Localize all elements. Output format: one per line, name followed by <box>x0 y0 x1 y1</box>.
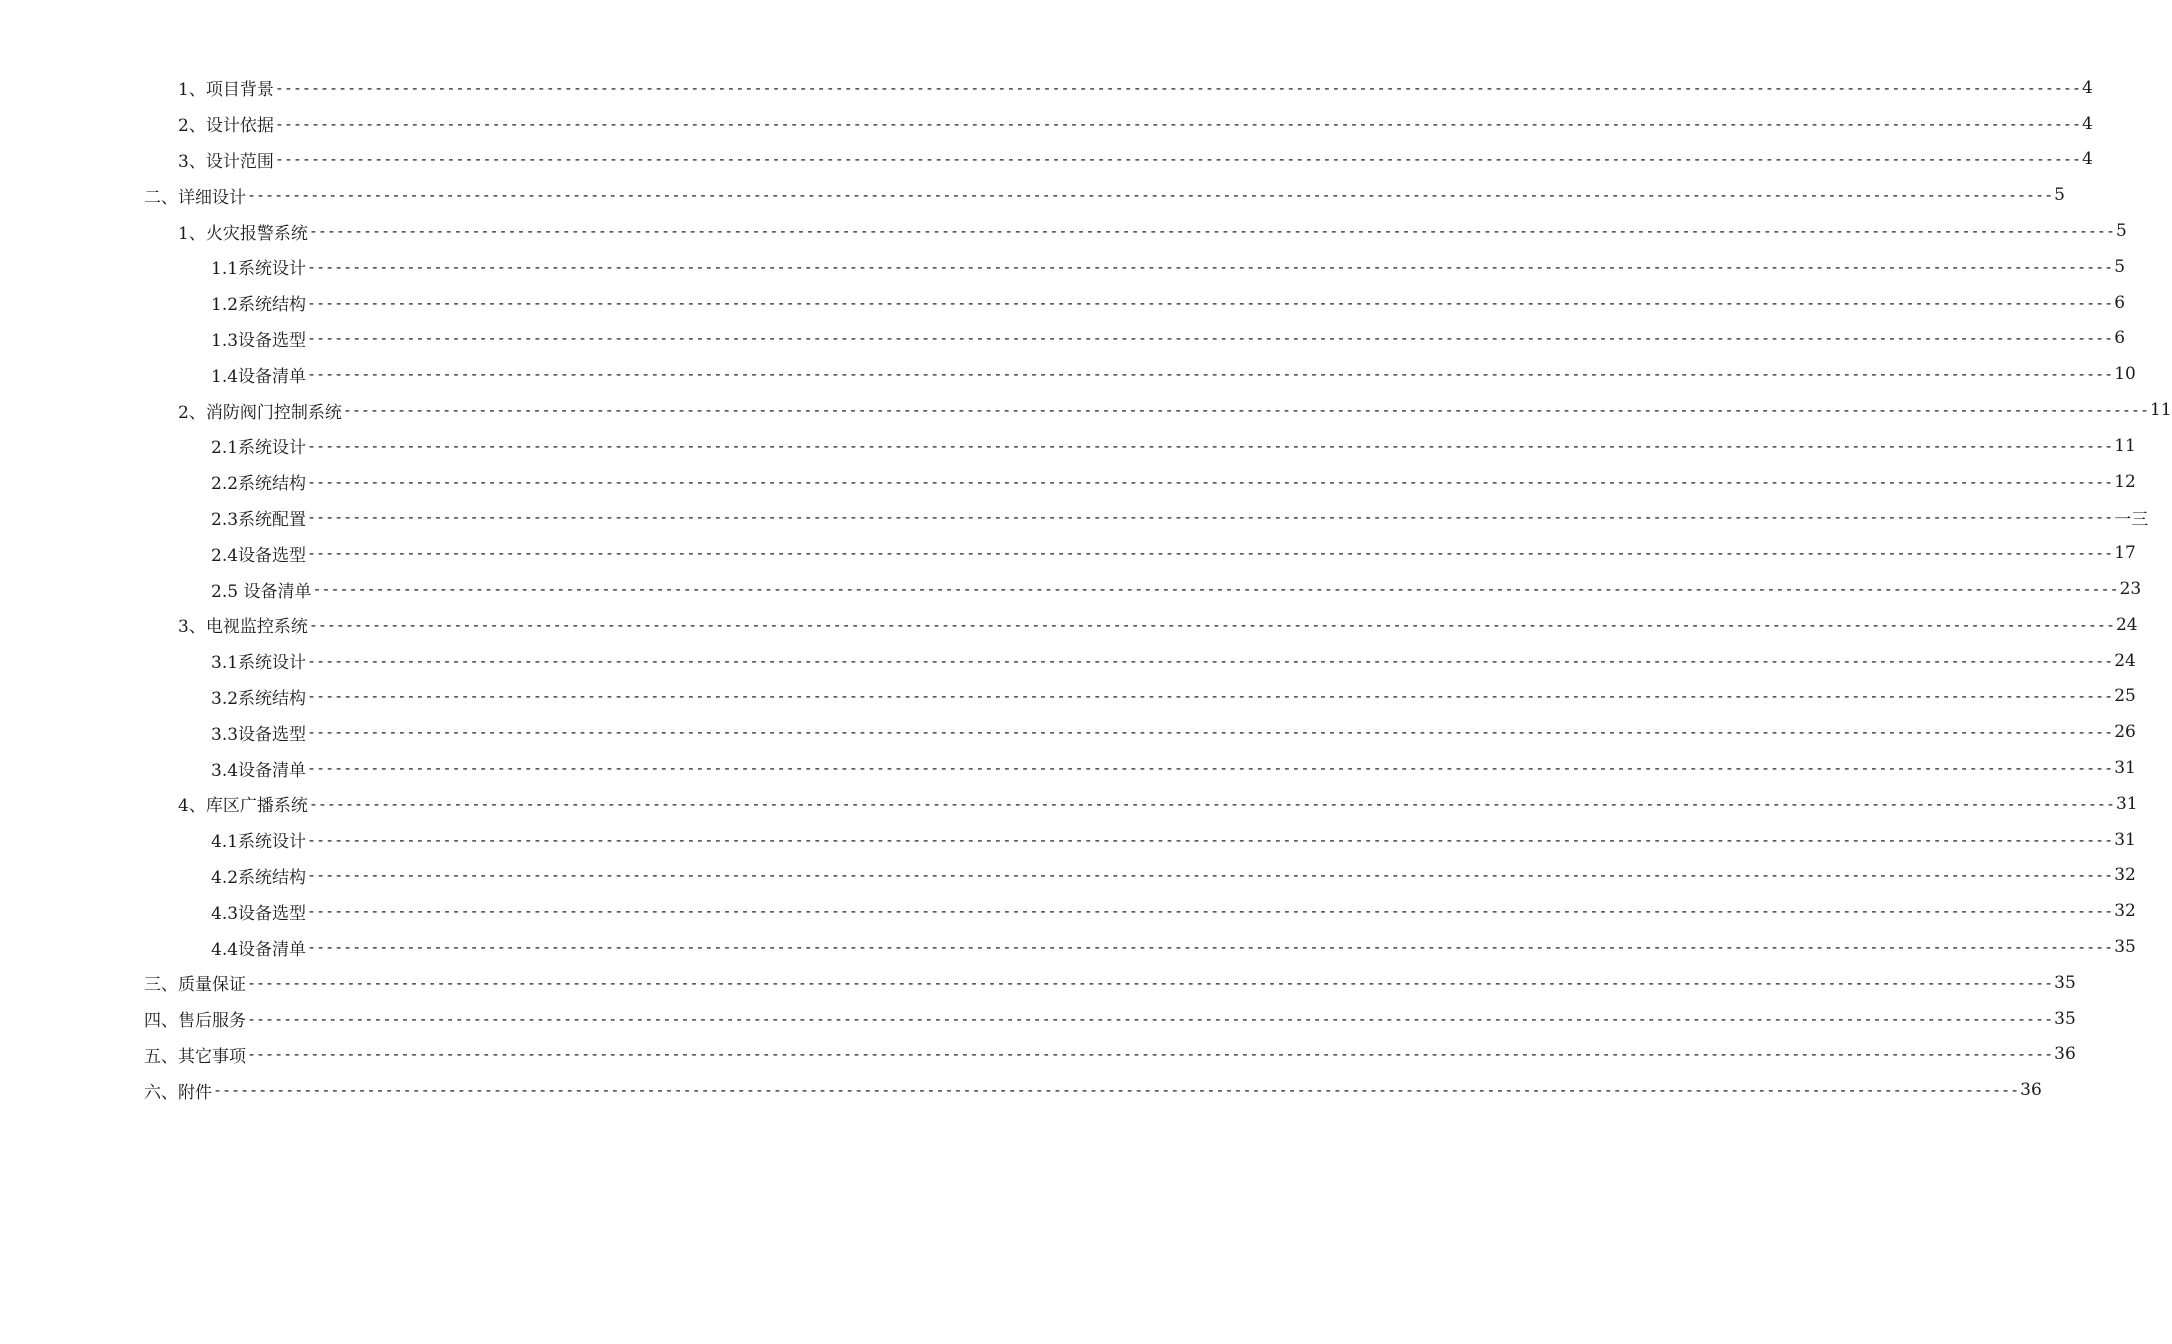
toc-dot-leader: -------------------------------------------------------------------------------------------------------------------------------------------------------------------------------------------------------- <box>247 1009 2054 1028</box>
toc-entry-inner <box>0 183 2065 208</box>
toc-chapter-number: 四、 <box>144 1011 178 1032</box>
toc-page-number: 5 <box>2115 221 2127 242</box>
toc-dot-leader: -------------------------------------------------------------------------------------------------------------------------------------------------------------------------------------------------------- <box>307 902 2114 921</box>
toc-entry[interactable] <box>0 500 2149 536</box>
toc-entry-inner <box>0 111 2093 137</box>
toc-entry[interactable] <box>0 249 2126 285</box>
toc-dot-leader: -------------------------------------------------------------------------------------------------------------------------------------------------------------------------------------------------------- <box>307 257 2114 276</box>
toc-dot-leader: -------------------------------------------------------------------------------------------------------------------------------------------------------------------------------------------------------- <box>307 293 2114 312</box>
toc-entry[interactable] <box>0 142 2093 178</box>
toc-entry[interactable] <box>0 1037 2076 1073</box>
toc-entry-title: 2.3系统配置 <box>211 509 307 530</box>
toc-page-number: 4 <box>2081 77 2093 98</box>
toc-entry[interactable] <box>0 965 2076 1001</box>
toc-dot-leader: -------------------------------------------------------------------------------------------------------------------------------------------------------------------------------------------------------- <box>274 150 2081 169</box>
toc-entry[interactable] <box>0 428 2136 464</box>
toc-entry-inner <box>0 326 2126 351</box>
toc-entry-inner <box>0 791 2138 817</box>
toc-chapter-number: 六、 <box>144 1082 178 1103</box>
toc-entry-title: 2.1系统设计 <box>211 438 307 459</box>
toc-entry-title: 2.4设备选型 <box>211 545 307 566</box>
toc-entry-inner <box>0 684 2136 709</box>
toc-entry-title: 质量保证 <box>178 975 246 996</box>
toc-dot-leader: -------------------------------------------------------------------------------------------------------------------------------------------------------------------------------------------------------- <box>307 759 2114 778</box>
toc-entry-inner <box>0 290 2126 316</box>
toc-entry[interactable] <box>0 929 2136 965</box>
toc-entry-inner <box>0 756 2136 781</box>
table-of-contents <box>0 70 2172 1108</box>
toc-dot-leader: -------------------------------------------------------------------------------------------------------------------------------------------------------------------------------------------------------- <box>247 1045 2054 1064</box>
toc-entry[interactable] <box>0 679 2136 715</box>
toc-entry[interactable] <box>0 177 2065 213</box>
toc-page-number: 11 <box>2149 400 2172 421</box>
toc-entry[interactable] <box>0 643 2136 679</box>
toc-page-number: 25 <box>2114 686 2136 707</box>
toc-dot-leader: -------------------------------------------------------------------------------------------------------------------------------------------------------------------------------------------------------- <box>307 329 2114 348</box>
toc-entry-inner <box>0 147 2093 172</box>
toc-entry-inner <box>0 362 2136 387</box>
toc-page-number: 31 <box>2114 758 2136 779</box>
toc-page-number: 24 <box>2115 614 2138 635</box>
toc-dot-leader: -------------------------------------------------------------------------------------------------------------------------------------------------------------------------------------------------------- <box>312 580 2119 599</box>
toc-entry-inner <box>0 505 2149 530</box>
toc-entry[interactable] <box>0 571 2142 607</box>
toc-entry[interactable] <box>0 786 2138 822</box>
toc-entry[interactable] <box>0 285 2126 321</box>
toc-entry-title: 3.2系统结构 <box>211 688 307 709</box>
toc-entry-inner <box>0 1042 2076 1067</box>
toc-dot-leader: -------------------------------------------------------------------------------------------------------------------------------------------------------------------------------------------------------- <box>247 973 2054 992</box>
toc-page-number: 35 <box>2114 937 2136 958</box>
toc-entry-title: 3、设计范围 <box>178 151 274 172</box>
toc-entry-inner <box>0 75 2093 101</box>
toc-page-number: 31 <box>2114 829 2136 850</box>
toc-entry-inner <box>0 827 2136 853</box>
toc-page-number: 32 <box>2114 901 2136 922</box>
toc-dot-leader: -------------------------------------------------------------------------------------------------------------------------------------------------------------------------------------------------------- <box>308 615 2115 634</box>
toc-entry-title: 2、消防阀门控制系统 <box>178 402 342 423</box>
toc-entry-inner <box>0 433 2136 459</box>
toc-chapter-number: 五、 <box>144 1046 178 1067</box>
toc-page-number: 5 <box>2054 185 2065 206</box>
toc-dot-leader: -------------------------------------------------------------------------------------------------------------------------------------------------------------------------------------------------------- <box>307 938 2114 957</box>
toc-entry[interactable] <box>0 607 2138 643</box>
toc-chapter-number: 三、 <box>144 975 178 996</box>
toc-entry-title: 2.5 设备清单 <box>211 581 312 602</box>
toc-entry-inner <box>0 970 2076 996</box>
toc-entry-title: 详细设计 <box>178 187 246 208</box>
toc-entry-inner <box>0 935 2136 960</box>
toc-entry[interactable] <box>0 106 2093 142</box>
toc-entry[interactable] <box>0 356 2136 392</box>
toc-entry[interactable] <box>0 321 2126 357</box>
toc-dot-leader: -------------------------------------------------------------------------------------------------------------------------------------------------------------------------------------------------------- <box>307 830 2114 849</box>
toc-entry-title: 1、项目背景 <box>178 80 274 101</box>
toc-page-number: 35 <box>2054 972 2076 993</box>
toc-entry-title: 1.2系统结构 <box>211 295 307 316</box>
toc-entry[interactable] <box>0 213 2127 249</box>
toc-dot-leader: -------------------------------------------------------------------------------------------------------------------------------------------------------------------------------------------------------- <box>307 723 2114 742</box>
toc-entry[interactable] <box>0 464 2136 500</box>
toc-entry-title: 4.1系统设计 <box>211 832 307 853</box>
toc-entry-inner <box>0 720 2136 745</box>
toc-dot-leader: -------------------------------------------------------------------------------------------------------------------------------------------------------------------------------------------------------- <box>307 472 2114 491</box>
toc-entry[interactable] <box>0 535 2136 571</box>
toc-entry-title: 3、电视监控系统 <box>178 617 308 638</box>
toc-entry[interactable] <box>0 1072 2042 1108</box>
toc-dot-leader: -------------------------------------------------------------------------------------------------------------------------------------------------------------------------------------------------------- <box>307 544 2114 563</box>
toc-dot-leader: -------------------------------------------------------------------------------------------------------------------------------------------------------------------------------------------------------- <box>307 365 2114 384</box>
toc-page-number: 36 <box>2020 1080 2042 1101</box>
toc-entry-inner <box>0 541 2136 566</box>
toc-entry-title: 2、设计依据 <box>178 116 274 137</box>
toc-page-number: 17 <box>2114 543 2136 564</box>
toc-entry-inner <box>0 899 2136 924</box>
toc-entry-inner <box>0 863 2136 888</box>
toc-entry-title: 3.3设备选型 <box>211 724 307 745</box>
toc-entry[interactable] <box>0 750 2136 786</box>
toc-entry-inner <box>0 577 2142 602</box>
toc-page-number: 35 <box>2054 1008 2076 1029</box>
toc-page-number: 4 <box>2081 113 2093 134</box>
toc-page-number: 32 <box>2114 865 2136 886</box>
toc-dot-leader: -------------------------------------------------------------------------------------------------------------------------------------------------------------------------------------------------------- <box>247 186 2054 205</box>
toc-entry-title: 1.4设备清单 <box>211 366 307 387</box>
toc-entry-inner <box>0 469 2136 495</box>
toc-entry-title: 1.1系统设计 <box>211 259 307 280</box>
toc-entry-inner <box>0 219 2127 244</box>
toc-entry-inner <box>0 1006 2076 1032</box>
toc-dot-leader: -------------------------------------------------------------------------------------------------------------------------------------------------------------------------------------------------------- <box>213 1081 2020 1100</box>
toc-page-number: 10 <box>2114 364 2136 385</box>
toc-page-number: 31 <box>2115 793 2138 814</box>
toc-chapter-number: 二、 <box>144 187 178 208</box>
toc-page-number: 23 <box>2119 579 2142 600</box>
toc-entry-inner <box>0 612 2138 638</box>
toc-page-number: 26 <box>2114 722 2136 743</box>
toc-page-number: 12 <box>2114 471 2136 492</box>
toc-page-number: 11 <box>2114 435 2136 456</box>
toc-entry[interactable] <box>0 70 2093 106</box>
toc-dot-leader: -------------------------------------------------------------------------------------------------------------------------------------------------------------------------------------------------------- <box>274 78 2081 97</box>
toc-dot-leader: -------------------------------------------------------------------------------------------------------------------------------------------------------------------------------------------------------- <box>307 687 2114 706</box>
toc-entry[interactable] <box>0 822 2136 858</box>
toc-dot-leader: -------------------------------------------------------------------------------------------------------------------------------------------------------------------------------------------------------- <box>308 794 2115 813</box>
toc-entry-title: 4、库区广播系统 <box>178 796 308 817</box>
toc-dot-leader: -------------------------------------------------------------------------------------------------------------------------------------------------------------------------------------------------------- <box>307 508 2114 527</box>
toc-entry[interactable] <box>0 858 2136 894</box>
toc-entry-inner <box>0 254 2126 280</box>
toc-entry-inner <box>0 398 2172 423</box>
toc-entry-inner <box>0 1078 2042 1103</box>
toc-page-number: 4 <box>2081 149 2093 170</box>
toc-entry-title: 1.3设备选型 <box>211 330 307 351</box>
toc-entry-title: 3.1系统设计 <box>211 653 307 674</box>
toc-entry-title: 2.2系统结构 <box>211 474 307 495</box>
toc-page-number: 一三 <box>2114 509 2149 530</box>
toc-dot-leader: -------------------------------------------------------------------------------------------------------------------------------------------------------------------------------------------------------- <box>307 436 2114 455</box>
toc-dot-leader: -------------------------------------------------------------------------------------------------------------------------------------------------------------------------------------------------------- <box>308 222 2115 241</box>
toc-entry-title: 4.3设备选型 <box>211 903 307 924</box>
toc-page-number: 24 <box>2114 650 2136 671</box>
toc-entry-title: 4.2系统结构 <box>211 867 307 888</box>
toc-dot-leader: -------------------------------------------------------------------------------------------------------------------------------------------------------------------------------------------------------- <box>342 401 2149 420</box>
toc-page-number: 6 <box>2114 292 2126 313</box>
toc-dot-leader: -------------------------------------------------------------------------------------------------------------------------------------------------------------------------------------------------------- <box>307 866 2114 885</box>
toc-page-number: 5 <box>2114 256 2126 277</box>
toc-entry-title: 附件 <box>178 1082 212 1103</box>
toc-entry[interactable] <box>0 714 2136 750</box>
toc-entry-title: 1、火灾报警系统 <box>178 223 308 244</box>
toc-page-number: 36 <box>2054 1044 2076 1065</box>
toc-entry-inner <box>0 648 2136 674</box>
toc-entry-title: 4.4设备清单 <box>211 939 307 960</box>
toc-dot-leader: -------------------------------------------------------------------------------------------------------------------------------------------------------------------------------------------------------- <box>274 114 2081 133</box>
toc-entry-title: 其它事项 <box>178 1046 246 1067</box>
toc-entry[interactable] <box>0 1001 2076 1037</box>
toc-entry[interactable] <box>0 392 2172 428</box>
toc-entry-title: 3.4设备清单 <box>211 760 307 781</box>
toc-dot-leader: -------------------------------------------------------------------------------------------------------------------------------------------------------------------------------------------------------- <box>307 651 2114 670</box>
toc-entry[interactable] <box>0 893 2136 929</box>
toc-entry-title: 售后服务 <box>178 1011 246 1032</box>
toc-page-number: 6 <box>2114 328 2126 349</box>
